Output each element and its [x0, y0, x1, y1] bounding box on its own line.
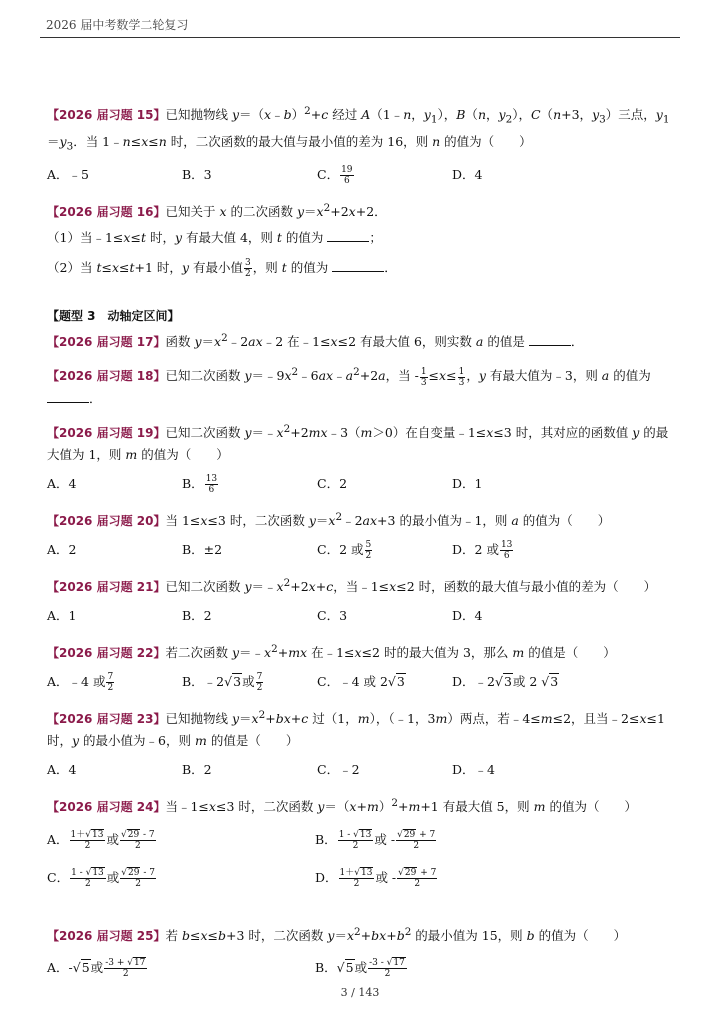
- option-a: A．-√5或 $\frac{-3 + √17}{2}$: [47, 957, 146, 979]
- option-c: C．﹣2: [317, 762, 360, 778]
- option-a: A．4: [47, 475, 77, 491]
- section-title: 【题型 3 动轴定区间】: [47, 309, 180, 324]
- page-number: 3 / 143: [340, 986, 380, 999]
- question-18: 【2026 届习题 18】已知二次函数 $y=﹣9x^2﹣6ax﹣a^2+2a$，当 - $\frac{1}{3}$ ≤x≤ $\frac{1}{3}$ ，y 有最大值为﹣3，则 a 的值为．: [47, 366, 651, 406]
- question-16-part-1: （1）当﹣1≤x≤t 时，y 有最大值 4，则 t 的值为 ；: [47, 230, 382, 246]
- question-tag: 【2026 届习题 25】: [47, 928, 166, 943]
- question-24-options-row-2: [47, 861, 680, 895]
- option-d: D．﹣4: [452, 762, 495, 778]
- document-header: 2026 届中考数学二轮复习: [46, 18, 189, 32]
- answer-blank[interactable]: [332, 259, 384, 272]
- option-b: B．2: [182, 762, 212, 778]
- option-d: D．﹣2√3或 2 √3: [452, 674, 559, 690]
- option-b: B．±2: [182, 541, 223, 557]
- option-a: A．﹣4 或 $\frac{7}{2}$: [47, 672, 114, 694]
- option-c: C．2: [317, 475, 348, 491]
- question-25-options: [47, 951, 680, 985]
- question-tag: 【2026 届习题 18】: [47, 369, 166, 384]
- question-20-options: [47, 536, 680, 564]
- question-25: 【2026 届习题 25】若 b≤x≤b+3 时，二次函数 $y=x^2+bx+b^2$ 的最小值为 15，则 b 的值为（ ）: [47, 925, 627, 943]
- question-tag: 【2026 届习题 24】: [47, 800, 166, 815]
- option-b: B．√5或 $\frac{-3 - √17}{2}$: [315, 957, 405, 979]
- option-a: A． $\frac{1+√13}{2}$ 或 $\frac{√29 - 7}{2}$: [47, 829, 155, 851]
- question-tag: 【2026 届习题 17】: [47, 335, 166, 350]
- option-d: D．4: [452, 167, 483, 183]
- option-d: D．2 或 $\frac{13}{6}$: [452, 539, 513, 561]
- question-20: 【2026 届习题 20】当 1≤x≤3 时，二次函数 $y=x^2﹣2ax+3$ 的最小值为﹣1，则 a 的值为（ ）: [47, 510, 611, 528]
- option-b: B．2: [182, 608, 212, 624]
- question-tag: 【2026 届习题 21】: [47, 580, 166, 595]
- question-tag: 【2026 届习题 15】: [47, 108, 166, 123]
- question-19-options: [47, 470, 680, 498]
- question-21: 【2026 届习题 21】已知二次函数 $y=﹣x^2+2x+c$，当﹣1≤x≤2 时，函数的最大值与最小值的差为（ ）: [47, 576, 657, 595]
- option-d: D．1: [452, 475, 483, 491]
- question-22-options: [47, 668, 680, 696]
- question-24-options-row-1: [47, 823, 680, 857]
- question-tag: 【2026 届习题 16】: [47, 205, 166, 220]
- question-tag: 【2026 届习题 20】: [47, 513, 166, 528]
- option-a: A．﹣5: [47, 167, 89, 183]
- option-a: A．1: [47, 608, 77, 624]
- question-16-part-2: （2）当 t≤x≤t+1 时，y 有最小值 $\frac{3}{2}$ ，则 t 的值为 ．: [47, 258, 397, 280]
- option-c: C．﹣4 或 2√3: [317, 674, 405, 690]
- question-24: 【2026 届习题 24】当﹣1≤x≤3 时，二次函数 $y=(x+m)^2+m+1$ 有最大值 5，则 m 的值为（ ）: [47, 797, 637, 815]
- answer-blank[interactable]: [529, 333, 571, 346]
- option-a: A．2: [47, 541, 77, 557]
- option-b: B．3: [182, 167, 212, 183]
- question-16: 【2026 届习题 16】已知关于 x 的二次函数 $y=x^2+2x+2$．: [47, 202, 387, 220]
- question-15: 【2026 届习题 15】已知抛物线 y＝（x﹣b）$^2$+c 经过 A（1﹣n，$y_1$），B（n，$y_2$），C（n+3，$y_3$）三点，$y_1=y_3$．当 1﹣n≤x≤n 时，二次函数的最大值与最小值的差为 16，则 n 的值为（ ）: [47, 105, 670, 153]
- option-c: C． $\frac{19}{6}$: [317, 165, 353, 187]
- page-content: [47, 100, 680, 985]
- option-b: B．﹣2√3或 $\frac{7}{2}$: [182, 672, 263, 694]
- option-d: D．4: [452, 608, 483, 624]
- header-rule: [40, 37, 680, 38]
- question-tag: 【2026 届习题 23】: [47, 712, 166, 727]
- question-15-options: [47, 161, 680, 189]
- option-c: C．2 或 $\frac{5}{2}$: [317, 539, 372, 561]
- question-22: 【2026 届习题 22】若二次函数 $y=﹣x^2+mx$ 在﹣1≤x≤2 时的最大值为 3，那么 m 的值是（ ）: [47, 643, 616, 661]
- option-a: A．4: [47, 762, 77, 778]
- answer-blank[interactable]: [47, 390, 89, 403]
- option-c: C．3: [317, 608, 348, 624]
- option-c: C． $\frac{1 - √13}{2}$ 或 $\frac{√29 - 7}{2}$: [47, 867, 155, 889]
- question-17: 【2026 届习题 17】函数 $y=x^2﹣2ax﹣2$ 在﹣1≤x≤2 有最大值 6，则实数 a 的值是 ．: [47, 332, 584, 350]
- option-d: D． $\frac{1+√13}{2}$ 或 - $\frac{√29 + 7}{2}$: [315, 867, 437, 889]
- question-tag: 【2026 届习题 22】: [47, 646, 166, 661]
- option-b: B． $\frac{1 - √13}{2}$ 或 - $\frac{√29 + 7}{2}$: [315, 829, 436, 851]
- question-23: 【2026 届习题 23】已知抛物线 $y=x^2+bx+c$ 过（1，m），（﹣1，3m）两点，若﹣4≤m≤2，且当﹣2≤x≤1 时，y 的最小值为﹣6，则 m 的值是（ ）: [47, 709, 665, 749]
- option-b: B． $\frac{13}{6}$: [182, 473, 218, 495]
- question-tag: 【2026 届习题 19】: [47, 425, 166, 440]
- question-19: 【2026 届习题 19】已知二次函数 $y=﹣x^2+2mx﹣3(m>0)$在自变量﹣1≤x≤3 时，其对应的函数值 y 的最大值为 1，则 m 的值为（ ）: [47, 422, 669, 462]
- question-21-options: [47, 602, 680, 630]
- answer-blank[interactable]: [327, 229, 369, 242]
- question-23-options: [47, 756, 680, 784]
